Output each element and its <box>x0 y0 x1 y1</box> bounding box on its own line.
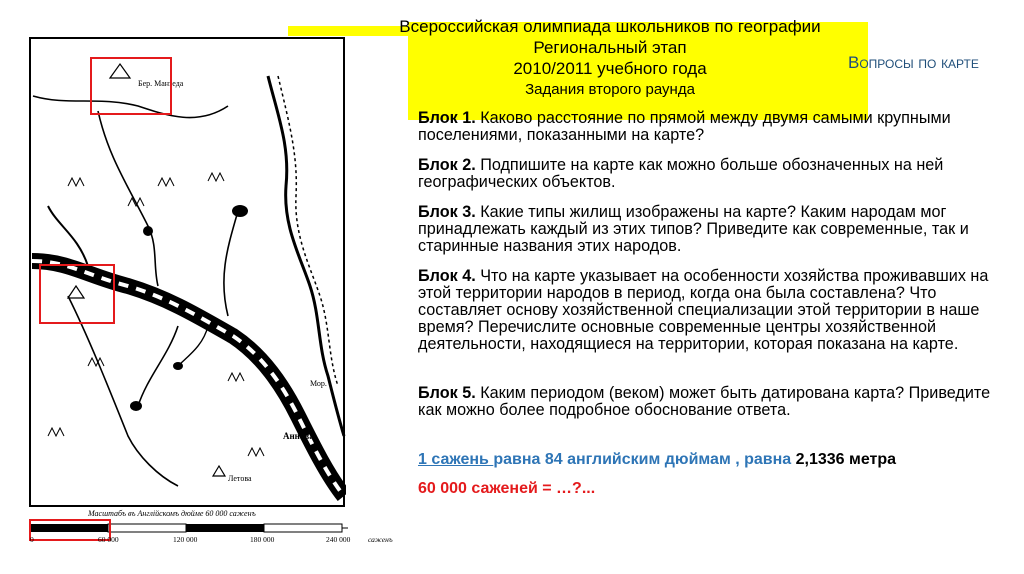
question-label: Блок 1. <box>418 109 476 127</box>
question-block-4 <box>418 268 1008 353</box>
question-label: Блок 5. <box>418 384 476 402</box>
historical-map <box>28 36 346 516</box>
scale-tick: 0 <box>30 535 34 544</box>
question-text: Каково расстояние по прямой между двумя самыми крупными поселениями, показанными на карте? <box>418 109 951 144</box>
scale-tick: 180 000 <box>250 535 275 544</box>
question-text: Что на карте указывает на особенности хозяйства проживавших на этой территории народов в период, когда она была составлена? Что составляет основу хозяйственной специализации этой территории в наше время? Перечислите основные современные центры хозяйственной деятельности, находящиеся на территории, которая показана на карте. <box>418 267 989 353</box>
question-line: 60 000 саженей = …?... <box>418 480 596 497</box>
conversion-text: равна 84 английским дюймам , равна <box>493 451 796 468</box>
question-label: Блок 4. <box>418 267 476 285</box>
lake <box>130 401 142 411</box>
lake <box>143 226 153 236</box>
scale-segment <box>30 524 108 532</box>
scale-tick: 60 000 <box>98 535 119 544</box>
question-block-5 <box>418 385 1008 419</box>
lake <box>232 205 248 217</box>
page-title <box>340 16 880 100</box>
lake <box>173 362 183 370</box>
question-block-3 <box>418 204 1008 255</box>
title-line-3: 2010/2011 учебного года <box>513 59 707 78</box>
section-label: Вопросы по карте <box>848 53 979 72</box>
question-label: Блок 3. <box>418 203 476 221</box>
scale-unit: саженъ <box>368 535 393 544</box>
map-label-sea: Мор. <box>310 379 327 388</box>
question-text: Каким периодом (веком) может быть датирована карта? Приведите как можно более подробное обоснование ответа. <box>418 384 991 419</box>
map-label-fort: Бер. Манзеда <box>138 79 184 88</box>
conversion-value: 2,1336 метра <box>795 451 897 468</box>
question-text: Какие типы жилищ изображены на карте? Каким народам мог принадлежать каждый из этих типов? Приведите как современные, так и старинные названия этих народов. <box>418 203 969 255</box>
question-block-2 <box>418 157 1008 191</box>
scale-segment <box>108 524 186 532</box>
scale-tick: 120 000 <box>173 535 198 544</box>
title-line-4: Задания второго раунда <box>525 81 695 98</box>
map-label-bottom: Летова <box>228 474 252 483</box>
scale-segment <box>264 524 342 532</box>
scale-title: Масштабъ въ Англійскомъ дюйме 60 000 саженъ <box>88 509 256 518</box>
title-line-1: Всероссийская олимпиада школьников по географии <box>399 17 821 36</box>
title-line-2: Региональный этап <box>533 38 687 57</box>
conversion-link[interactable]: 1 сажень <box>418 451 494 468</box>
map-label-lower: Аннава <box>283 431 314 441</box>
conversion-line <box>418 451 896 469</box>
scale-tick: 240 000 <box>326 535 351 544</box>
question-block-1 <box>418 110 1008 144</box>
map-scale <box>28 508 408 548</box>
question-text: Подпишите на карте как можно больше обозначенных на ней географических объектов. <box>418 156 944 191</box>
scale-segment <box>186 524 264 532</box>
question-label: Блок 2. <box>418 156 476 174</box>
